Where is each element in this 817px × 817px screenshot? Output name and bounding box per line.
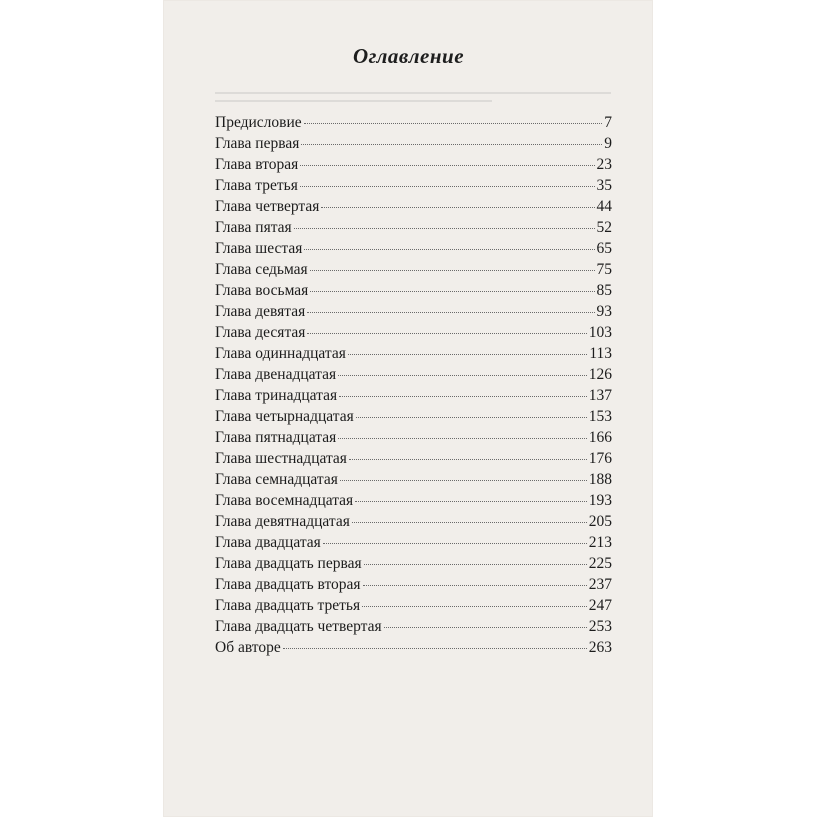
toc-entry-title: Глава шестая — [215, 240, 303, 257]
toc-entry-title: Глава одиннадцатая — [215, 345, 346, 362]
dot-leader — [355, 501, 587, 502]
toc-entry-title: Глава четвертая — [215, 198, 320, 215]
toc-entry-title: Глава третья — [215, 177, 298, 194]
dot-leader — [339, 396, 587, 397]
toc-entry-page-number: 253 — [588, 618, 612, 635]
dot-leader — [304, 249, 594, 250]
toc-entry-page-number: 103 — [588, 324, 612, 341]
dot-leader — [349, 459, 587, 460]
dot-leader — [362, 606, 587, 607]
toc-entry-title: Глава пятая — [215, 219, 292, 236]
toc-entry — [215, 324, 612, 345]
toc-entry-title: Глава двенадцатая — [215, 366, 337, 383]
toc-entry — [215, 471, 612, 492]
toc-entry — [215, 198, 612, 219]
dot-leader — [364, 564, 587, 565]
toc-entry-page-number: 85 — [596, 282, 612, 299]
toc-entry — [215, 408, 612, 429]
toc-entry-page-number: 23 — [596, 156, 612, 173]
dot-leader — [352, 522, 587, 523]
toc-entry-title: Глава тринадцатая — [215, 387, 338, 404]
toc-entry-page-number: 176 — [588, 450, 612, 467]
toc-entry-page-number: 263 — [588, 639, 612, 656]
toc-entry-page-number: 65 — [596, 240, 612, 257]
toc-entry-page-number: 188 — [588, 471, 612, 488]
dot-leader — [301, 144, 602, 145]
toc-entry-title: Глава седьмая — [215, 261, 308, 278]
toc-entry-page-number: 75 — [596, 261, 612, 278]
toc-entry-title: Глава десятая — [215, 324, 306, 341]
toc-entry-title: Глава первая — [215, 135, 300, 152]
toc-entry-page-number: 52 — [596, 219, 612, 236]
toc-entry-page-number: 93 — [596, 303, 612, 320]
dot-leader — [307, 312, 594, 313]
toc-entry — [215, 639, 612, 660]
dot-leader — [294, 228, 595, 229]
toc-entry-title: Глава шестнадцатая — [215, 450, 347, 467]
toc-entry-title: Глава семнадцатая — [215, 471, 338, 488]
toc-entry-title: Глава восьмая — [215, 282, 309, 299]
dot-leader — [356, 417, 587, 418]
toc-entry — [215, 387, 612, 408]
toc-entry — [215, 219, 612, 240]
toc-entry — [215, 177, 612, 198]
dot-leader — [323, 543, 587, 544]
dot-leader — [307, 333, 586, 334]
toc-entry-page-number: 35 — [596, 177, 612, 194]
toc-entry-title: Глава четырнадцатая — [215, 408, 354, 425]
dot-leader — [348, 354, 587, 355]
toc-entry-title: Предисловие — [215, 114, 302, 131]
toc-entry — [215, 429, 612, 450]
dot-leader — [283, 648, 587, 649]
dot-leader — [384, 627, 587, 628]
toc-entry — [215, 303, 612, 324]
toc-entry-page-number: 193 — [588, 492, 612, 509]
dot-leader — [300, 186, 595, 187]
dot-leader — [300, 165, 594, 166]
dot-leader — [310, 291, 594, 292]
toc-entry — [215, 366, 612, 387]
toc-entry-title: Глава двадцать третья — [215, 597, 361, 614]
toc-entry — [215, 513, 612, 534]
toc-entry-page-number: 205 — [588, 513, 612, 530]
toc-entry — [215, 555, 612, 576]
toc-entry-title: Глава двадцать четвертая — [215, 618, 382, 635]
toc-entry — [215, 492, 612, 513]
toc-entry — [215, 156, 612, 177]
toc-entry — [215, 576, 612, 597]
toc-entry — [215, 261, 612, 282]
toc-entry-title: Глава девятая — [215, 303, 306, 320]
toc-entry-title: Глава двадцать вторая — [215, 576, 361, 593]
toc-entry-title: Глава девятнадцатая — [215, 513, 350, 530]
toc-entry — [215, 114, 612, 135]
dot-leader — [338, 375, 587, 376]
toc-entry-page-number: 247 — [588, 597, 612, 614]
toc-entry — [215, 345, 612, 366]
dot-leader — [321, 207, 594, 208]
dot-leader — [338, 438, 586, 439]
toc-entry — [215, 240, 612, 261]
toc-entry-title: Глава восемнадцатая — [215, 492, 354, 509]
page-title: Оглавление — [352, 44, 465, 68]
toc-entry-page-number: 126 — [588, 366, 612, 383]
toc-entry-page-number: 213 — [588, 534, 612, 551]
toc-entry-page-number: 137 — [588, 387, 612, 404]
toc-entry-title: Глава пятнадцатая — [215, 429, 337, 446]
toc-entry — [215, 282, 612, 303]
toc-entry-page-number: 9 — [604, 135, 612, 152]
toc-entry — [215, 618, 612, 639]
toc-entry — [215, 534, 612, 555]
toc-entry-title: Глава вторая — [215, 156, 299, 173]
toc-entry-page-number: 237 — [588, 576, 612, 593]
dot-leader — [363, 585, 587, 586]
toc-entry — [215, 450, 612, 471]
toc-entry — [215, 597, 612, 618]
toc-entry-page-number: 7 — [604, 114, 612, 131]
dot-leader — [304, 123, 603, 124]
table-of-contents — [215, 114, 612, 660]
dot-leader — [310, 270, 595, 271]
toc-entry-page-number: 166 — [588, 429, 612, 446]
toc-entry-page-number: 44 — [596, 198, 612, 215]
toc-entry — [215, 135, 612, 156]
toc-entry-title: Глава двадцатая — [215, 534, 321, 551]
dot-leader — [340, 480, 587, 481]
toc-entry-title: Об авторе — [215, 639, 281, 656]
toc-entry-page-number: 153 — [588, 408, 612, 425]
toc-entry-title: Глава двадцать первая — [215, 555, 362, 572]
toc-entry-page-number: 225 — [588, 555, 612, 572]
toc-entry-page-number: 113 — [589, 345, 612, 362]
